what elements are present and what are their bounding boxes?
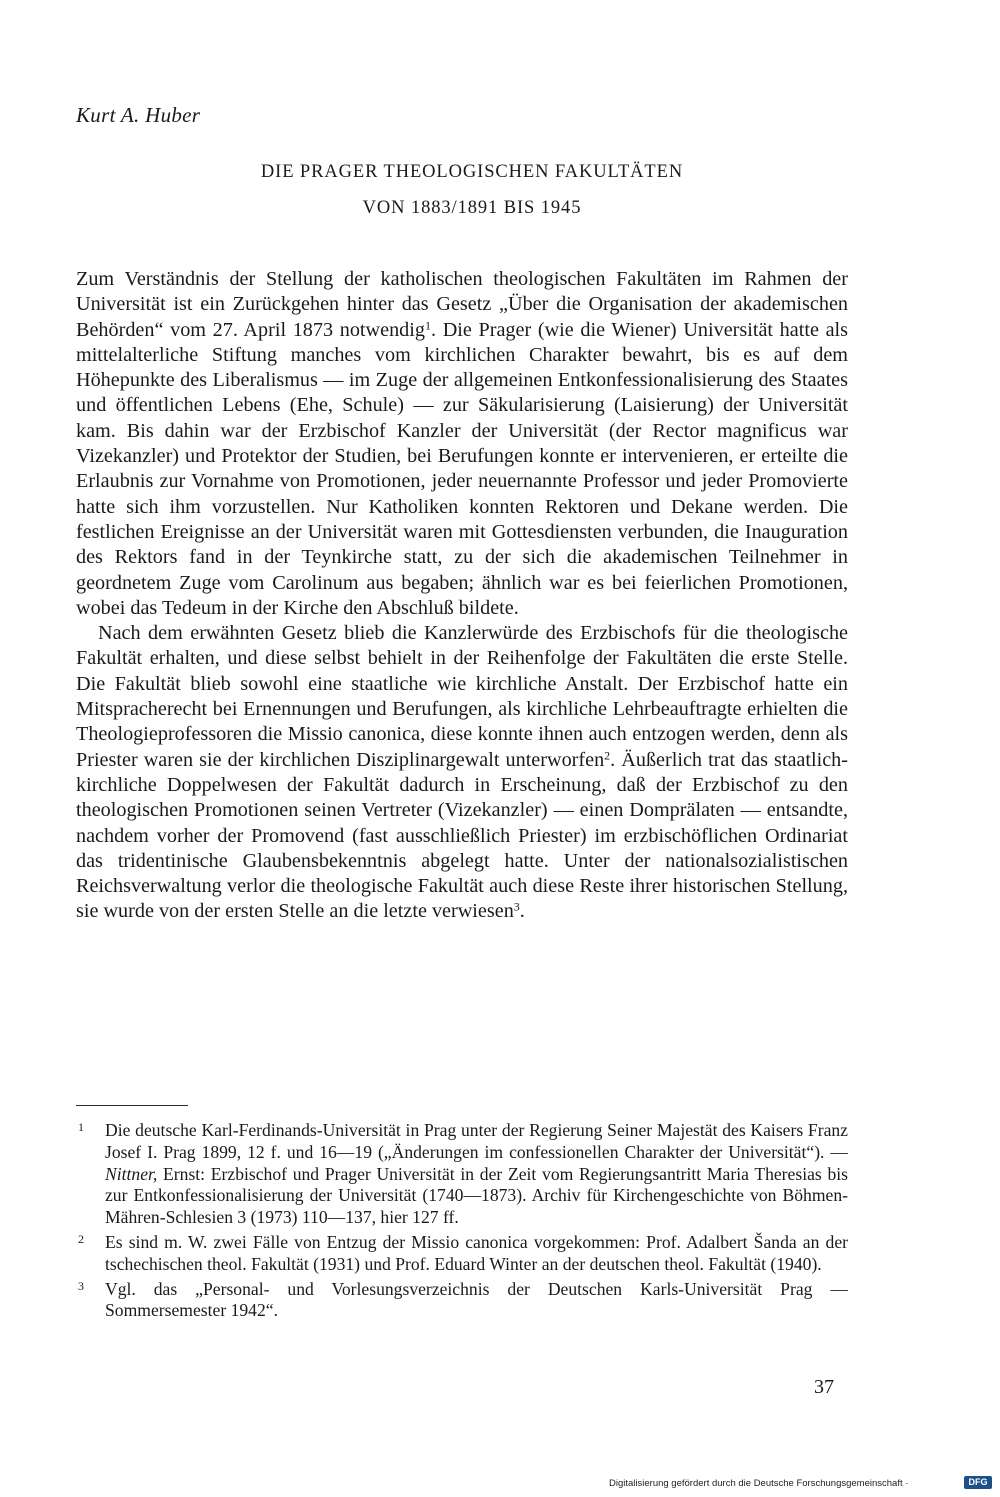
body-text (76, 267, 848, 925)
digitization-note: Digitalisierung gefördert durch die Deutsche Forschungsgemeinschaft · (609, 1478, 909, 1489)
footnote-text: Vgl. das „Personal- und Vorlesungsverzeichnis der Deutschen Karls-Universität Prag — Sommersemester 1942“. (105, 1278, 848, 1321)
footnote-text: Es sind m. W. zwei Fälle von Entzug der Missio canonica vorgekommen: Prof. Adalbert Šanda an der tschechischen theol. Fakultät (1931) und Prof. Eduard Winter an der deutschen theol. Fakultät (1940). (105, 1231, 848, 1274)
page-number: 37 (814, 1376, 834, 1398)
footnote-number: 3 (78, 1278, 84, 1293)
footnote-1 (76, 1120, 848, 1229)
dfg-logo-icon: DFG (964, 1476, 992, 1489)
paragraph-1-text-a: Zum Verständnis der Stellung der katholischen theologischen Fakultäten im Rahmen der Universität ist ein Zurückgehen hinter das Gesetz „Über die Organisation der akademischen Behörden“ vom 27. April 1873 notwendig (76, 268, 848, 341)
article-title-line-1: DIE PRAGER THEOLOGISCHEN FAKULTÄTEN (260, 162, 684, 182)
footnote-number: 1 (78, 1120, 84, 1134)
article-title-line-2: VON 1883/1891 BIS 1945 (362, 198, 582, 218)
footnotes (76, 1120, 848, 1325)
author-name: Kurt A. Huber (76, 103, 201, 127)
paragraph-2-text-b: . Äußerlich trat das staatlich-kirchliche Doppelwesen der Fakultät dadurch in Erscheinung, daß der Erzbischof zu den theologischen Promotionen seinen Vertreter (Vizekanzler) — einen Domprälaten — entsandte, nachdem vorher der Promovend (fast ausschließlich Priester) im erzbischöflichen Ordinariat das tridentinische Glaubensbekenntnis abgelegt hatte. Unter der nationalsozialistischen Reichsverwaltung verlor die theologische Fakultät auch diese Reste ihrer historischen Stellung, sie wurde von der ersten Stelle an die letzte verwiesen (76, 748, 848, 923)
paragraph-2 (76, 621, 848, 925)
footnote-ref-1: 1 (424, 318, 431, 332)
footnote-number: 2 (78, 1231, 84, 1246)
footnote-text: Die deutsche Karl-Ferdinands-Universität in Prag unter der Regierung Seiner Majestät des Kaisers Franz Josef I. Prag 1899, 12 f. und 16—19 („Änderungen im confessionellen Charakter der Universität“). — (105, 1120, 848, 1162)
footnote-2 (76, 1232, 848, 1276)
paragraph-2-text-a: Nach dem erwähnten Gesetz blieb die Kanzlerwürde des Erzbischofs für die theologische Fakultät erhalten, und diese selbst behielt in der Reihenfolge der Fakultäten die erste Stelle. Die Fakultät blieb sowohl eine staatliche wie kirchliche Anstalt. Der Erzbischof hatte ein Mitspracherecht bei Ernennungen und Berufungen, als kirchliche Lehrbeauftragte erhielten die Theologieprofessoren die Missio canonica, diese konnte ihnen auch entzogen werden, denn als Priester waren sie der kirchlichen Disziplinargewalt unterworfen (76, 622, 848, 771)
footnote-separator (76, 1105, 188, 1106)
footnote-author: Nittner, (105, 1163, 158, 1184)
paragraph-1 (76, 267, 848, 621)
footnote-3 (76, 1279, 848, 1323)
footnote-ref-3: 3 (513, 899, 520, 914)
paragraph-1-text-b: . Die Prager (wie die Wiener) Universität hatte als mittelalterliche Stiftung manches vom kirchlichen Charakter bewahrt, bis es auf dem Höhepunkte des Liberalismus — im Zuge der allgemeinen Entkonfessionalisierung des Staates und öffentlichen Lebens (Ehe, Schule) — zur Säkularisierung (Laisierung) der Universität kam. Bis dahin war der Erzbischof Kanzler der Universität (der Rector magnificus war Vizekanzler) und Protektor der Studien, bei Berufungen konnte er intervenieren, er erteilte die Erlaubnis zur Vornahme von Promotionen, jeder neuernannte Professor und jeder Promovierte hatte sich ihm vorzustellen. Nur Katholiken konnten Rektoren und Dekane werden. Die festlichen Ereignisse an der Universität waren mit Gottesdiensten verbunden, die Inauguration des Rektors fand in der Teynkirche statt, zu der sich die akademischen Teilnehmer in geordnetem Zuge vom Carolinum aus begaben; ähnlich war es bei feierlichen Promotionen, wobei das Tedeum in der Kirche den Abschluß bildete. (76, 318, 848, 619)
footnote-text: Ernst: Erzbischof und Prager Universität in der Zeit vom Regierungsantritt Maria Theresias bis zur Entkonfessionalisierung der Universität (1740—1873). Archiv für Kirchengeschichte von Böhmen-Mähren-Schlesien 3 (1973) 110—137, hier 127 ff. (105, 1163, 848, 1228)
paragraph-2-text-c: . (519, 900, 525, 923)
footnote-ref-2: 2 (604, 748, 611, 763)
